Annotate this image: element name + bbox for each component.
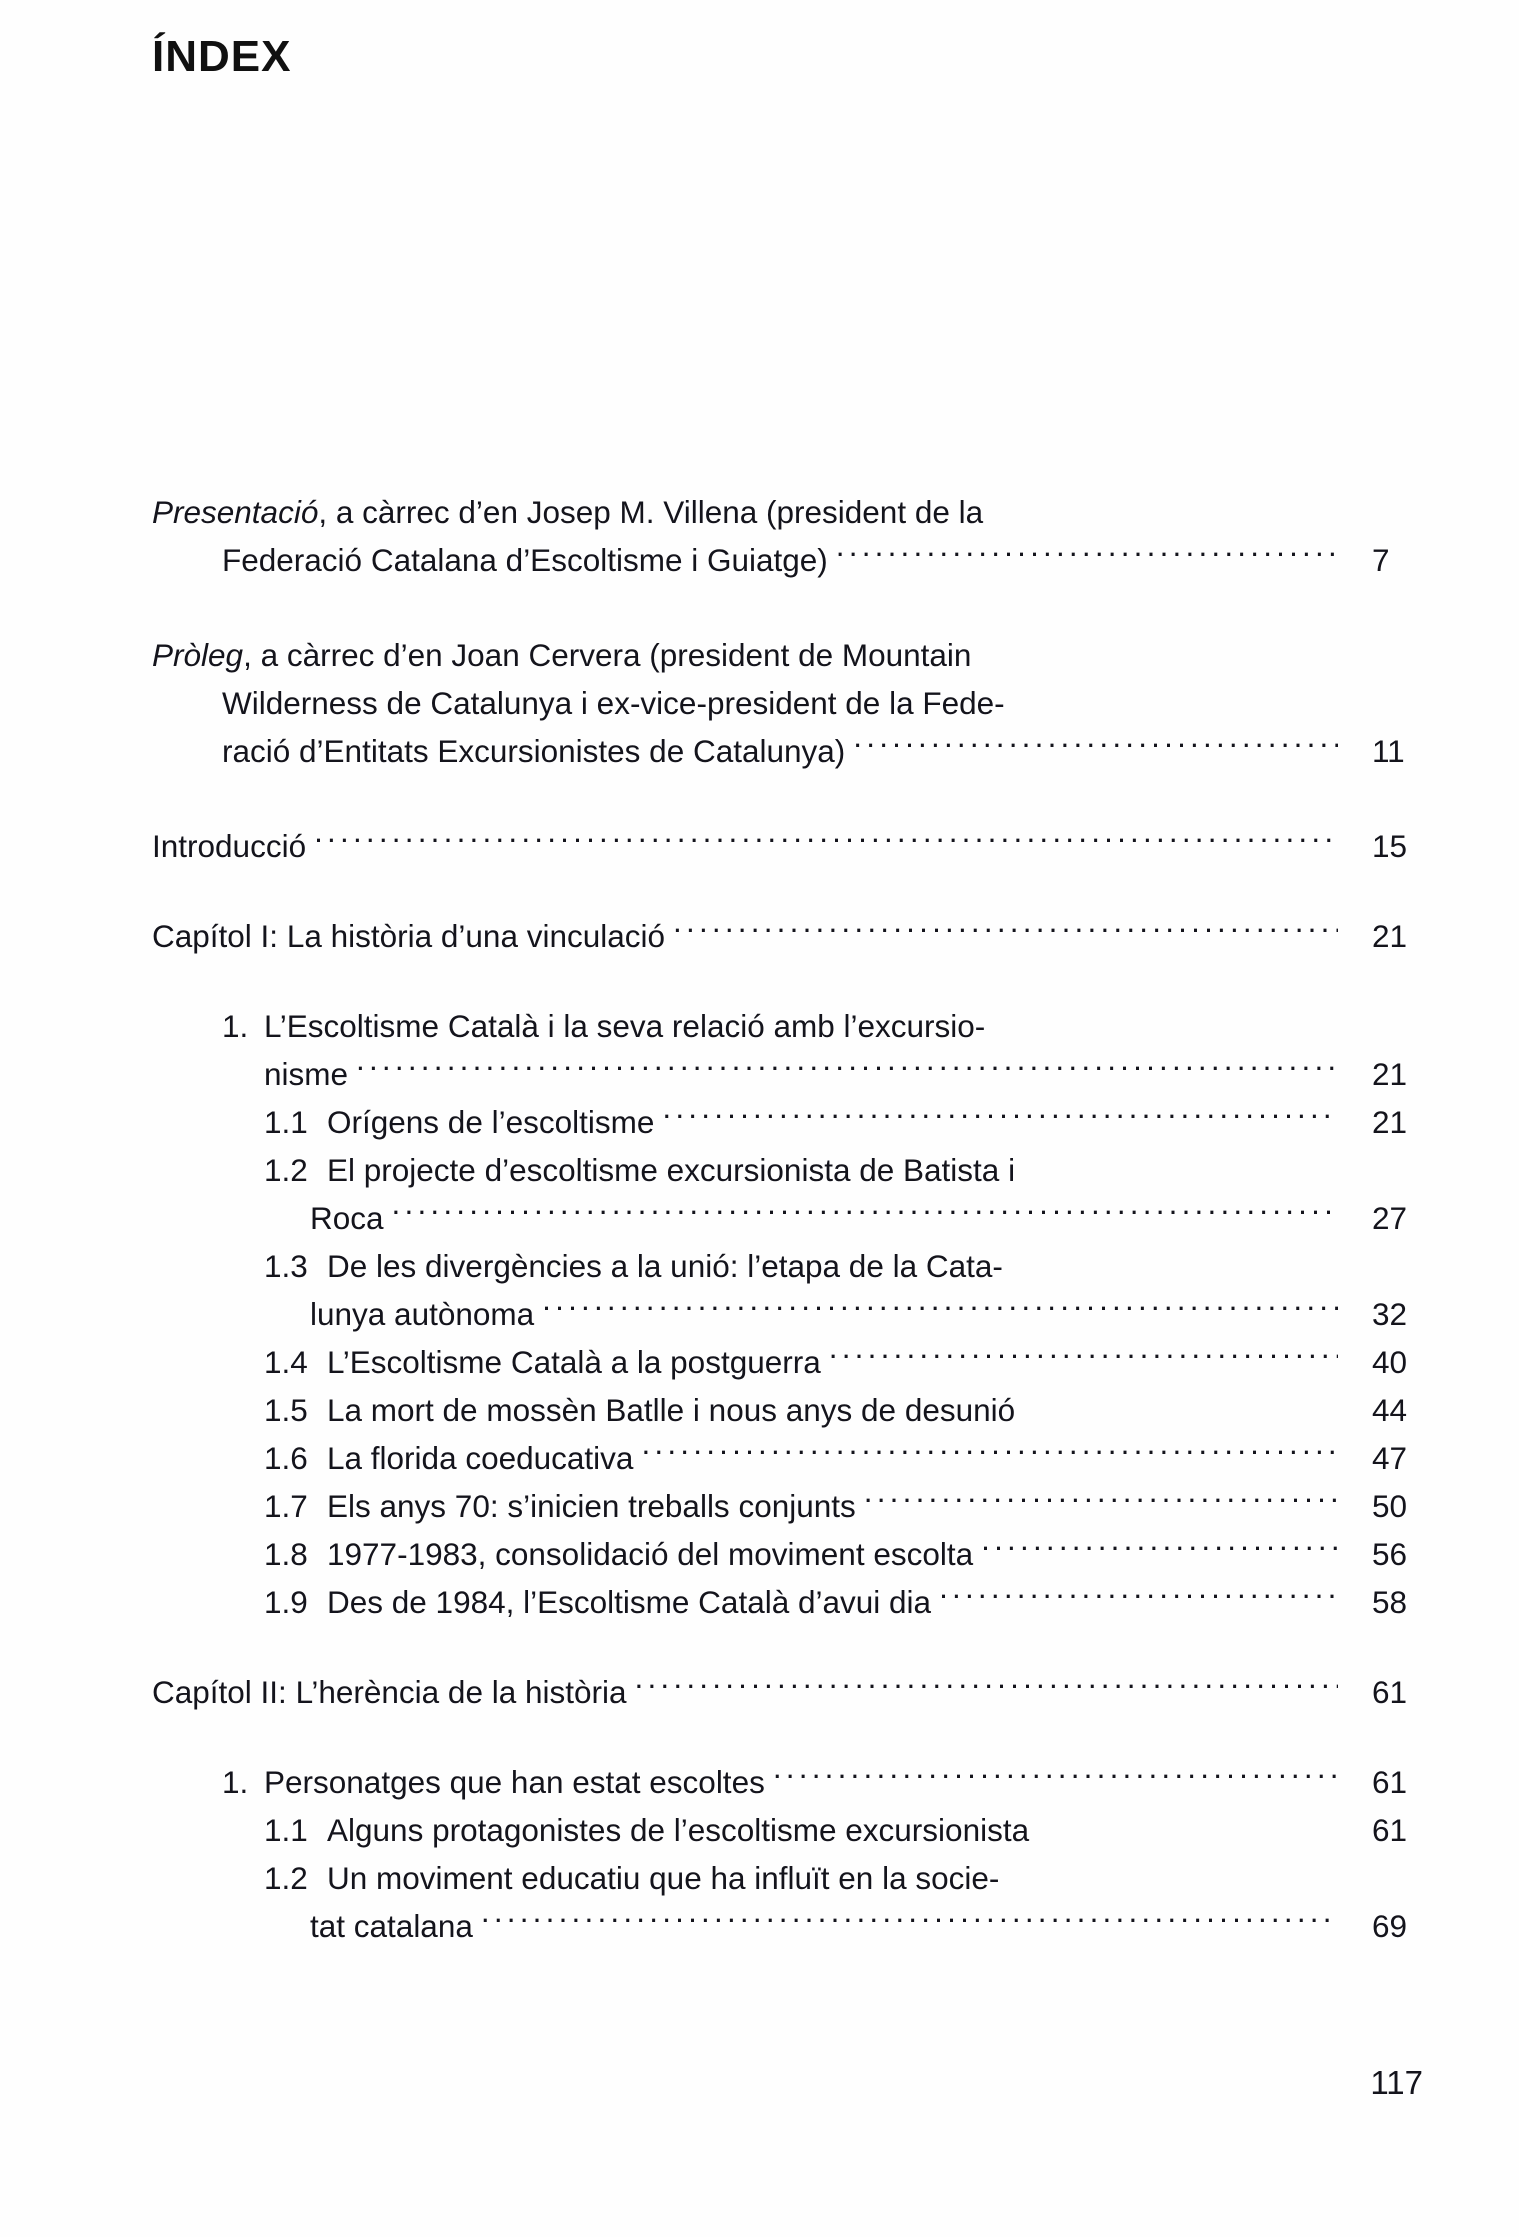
toc-entry[interactable] [152,1434,1422,1482]
toc-entry-number: 1.2 [264,1152,308,1188]
toc-entry-line [152,727,1422,775]
toc-entry-number: 1.4 [264,1344,308,1380]
toc-entry-number: 1.7 [264,1488,308,1524]
dot-leader [356,1054,1338,1086]
toc-entry-title: Els anys 70: s’inicien treballs conjunts [327,1488,856,1524]
toc-entry-line [152,1386,1422,1434]
dot-leader [939,1582,1338,1614]
toc-entry-title: Des de 1984, l’Escoltisme Català d’avui dia [327,1584,932,1620]
toc-entry[interactable] [152,1854,1422,1950]
dot-leader [542,1294,1338,1326]
toc-entry-title: , a càrrec d’en Josep M. Villena (president de la [318,494,984,530]
page-folio-number: 117 [1370,2064,1423,2101]
toc-entry-title: Personatges que han estat escoltes [264,1764,765,1800]
toc-entry-line [152,1194,1422,1242]
toc-entry-number: 1.8 [264,1536,308,1572]
toc-entry-title: La florida coeducativa [327,1440,634,1476]
table-of-contents [152,488,1422,1950]
toc-entry-title: tat catalana [310,1908,473,1944]
toc-entry-line [152,1434,1422,1482]
toc-entry-title: lunya autònoma [310,1296,535,1332]
toc-entry-line [152,1002,1422,1050]
toc-entry-title: Alguns protagonistes de l’escoltisme excursionista [327,1812,1030,1848]
toc-page-number: 56 [1372,1536,1408,1572]
toc-entry[interactable] [152,1146,1422,1242]
toc-entry-line [152,1530,1422,1578]
toc-entry-title: Federació Catalana d’Escoltisme i Guiatge) [222,542,828,578]
toc-entry-number: 1.1 [264,1812,308,1848]
toc-page-number: 32 [1372,1296,1408,1332]
dot-leader [314,826,1338,858]
toc-entry[interactable] [152,488,1422,584]
dot-leader [641,1438,1338,1470]
toc-entry[interactable] [152,1806,1422,1854]
toc-entry-line [152,631,1422,679]
toc-entry[interactable] [152,822,1422,870]
toc-entry-title: Un moviment educatiu que ha influït en la socie- [327,1860,1000,1896]
toc-entry[interactable] [152,1578,1422,1626]
toc-entry-line [152,1242,1422,1290]
toc-page-number: 21 [1372,1104,1408,1140]
dot-leader [481,1906,1338,1938]
dot-leader [635,1672,1338,1704]
toc-entry-number: 1. [222,1008,249,1044]
toc-entry-line [152,1146,1422,1194]
toc-entry-title: De les divergències a la unió: l’etapa de la Cata- [327,1248,1003,1284]
toc-entry-line [152,1668,1422,1716]
toc-page-number: 44 [1372,1392,1408,1428]
toc-entry-number: 1.2 [264,1860,308,1896]
toc-entry[interactable] [152,1386,1422,1434]
toc-entry[interactable] [152,1098,1422,1146]
toc-page-number: 58 [1372,1584,1408,1620]
toc-entry-title: Capítol I: La història d’una vinculació [152,918,666,954]
dot-leader [981,1534,1338,1566]
toc-entry-line [152,1806,1422,1854]
dot-leader [853,731,1338,763]
toc-entry-line [152,1050,1422,1098]
toc-entry-title: Capítol II: L’herència de la història [152,1674,627,1710]
toc-entry-number: 1.9 [264,1584,308,1620]
toc-entry-line [152,1338,1422,1386]
toc-entry[interactable] [152,912,1422,960]
toc-entry-line [152,1854,1422,1902]
toc-page-number: 7 [1372,542,1390,578]
toc-entry-title: ració d’Entitats Excursionistes de Catalunya) [222,733,846,769]
dot-leader [662,1102,1338,1134]
page-title: ÍNDEX [152,32,292,81]
toc-page-number: 47 [1372,1440,1408,1476]
toc-entry[interactable] [152,1338,1422,1386]
toc-entry-title: 1977-1983, consolidació del moviment escolta [327,1536,974,1572]
toc-entry-title: nisme [264,1056,349,1092]
toc-entry[interactable] [152,1242,1422,1338]
dot-leader [836,540,1338,572]
toc-entry-title-italic: Pròleg [152,637,244,673]
toc-entry[interactable] [152,1668,1422,1716]
toc-entry[interactable] [152,1758,1422,1806]
toc-entry-line [152,1902,1422,1950]
toc-page-number: 21 [1372,918,1408,954]
toc-entry-number: 1.1 [264,1104,308,1140]
toc-entry-title: Roca [310,1200,384,1236]
toc-page-number: 61 [1372,1674,1408,1710]
toc-entry[interactable] [152,1002,1422,1098]
dot-leader [392,1198,1338,1230]
toc-entry-title: Wilderness de Catalunya i ex-vice-president de la Fede- [222,685,1005,721]
toc-page-number: 69 [1372,1908,1408,1944]
toc-entry-number: 1.5 [264,1392,308,1428]
toc-entry-line [152,1290,1422,1338]
toc-entry-number: 1. [222,1764,249,1800]
toc-page-number: 61 [1372,1812,1408,1848]
toc-entry-line [152,1578,1422,1626]
toc-page-number: 40 [1372,1344,1408,1380]
toc-entry[interactable] [152,1530,1422,1578]
toc-entry-title-italic: Presentació [152,494,319,530]
toc-entry-title: L’Escoltisme Català i la seva relació amb l’excursio- [264,1008,986,1044]
dot-leader [829,1342,1338,1374]
toc-entry-line [152,1482,1422,1530]
toc-page-number: 11 [1372,733,1405,769]
toc-entry-title: L’Escoltisme Català a la postguerra [327,1344,821,1380]
toc-entry-line [152,912,1422,960]
dot-leader [864,1486,1338,1518]
toc-entry-number: 1.6 [264,1440,308,1476]
toc-page-number: 50 [1372,1488,1408,1524]
toc-entry-line [152,1098,1422,1146]
toc-page-number: 15 [1372,828,1408,864]
toc-page-number: 21 [1372,1056,1408,1092]
dot-leader [673,916,1338,948]
toc-entry-line [152,822,1422,870]
toc-page-number: 27 [1372,1200,1408,1236]
toc-entry-number: 1.3 [264,1248,308,1284]
toc-entry-title: , a càrrec d’en Joan Cervera (president de Mountain [243,637,972,673]
toc-entry[interactable] [152,1482,1422,1530]
toc-entry-line [152,679,1422,727]
dot-leader [773,1762,1338,1794]
toc-entry-line [152,1758,1422,1806]
toc-entry[interactable] [152,631,1422,775]
toc-entry-line [152,488,1422,536]
toc-page-number: 61 [1372,1764,1408,1800]
toc-entry-title: La mort de mossèn Batlle i nous anys de desunió [327,1392,1016,1428]
toc-entry-title: Orígens de l’escoltisme [327,1104,655,1140]
toc-entry-line [152,536,1422,584]
toc-entry-title: El projecte d’escoltisme excursionista de Batista i [327,1152,1016,1188]
toc-entry-title: Introducció [152,828,307,864]
